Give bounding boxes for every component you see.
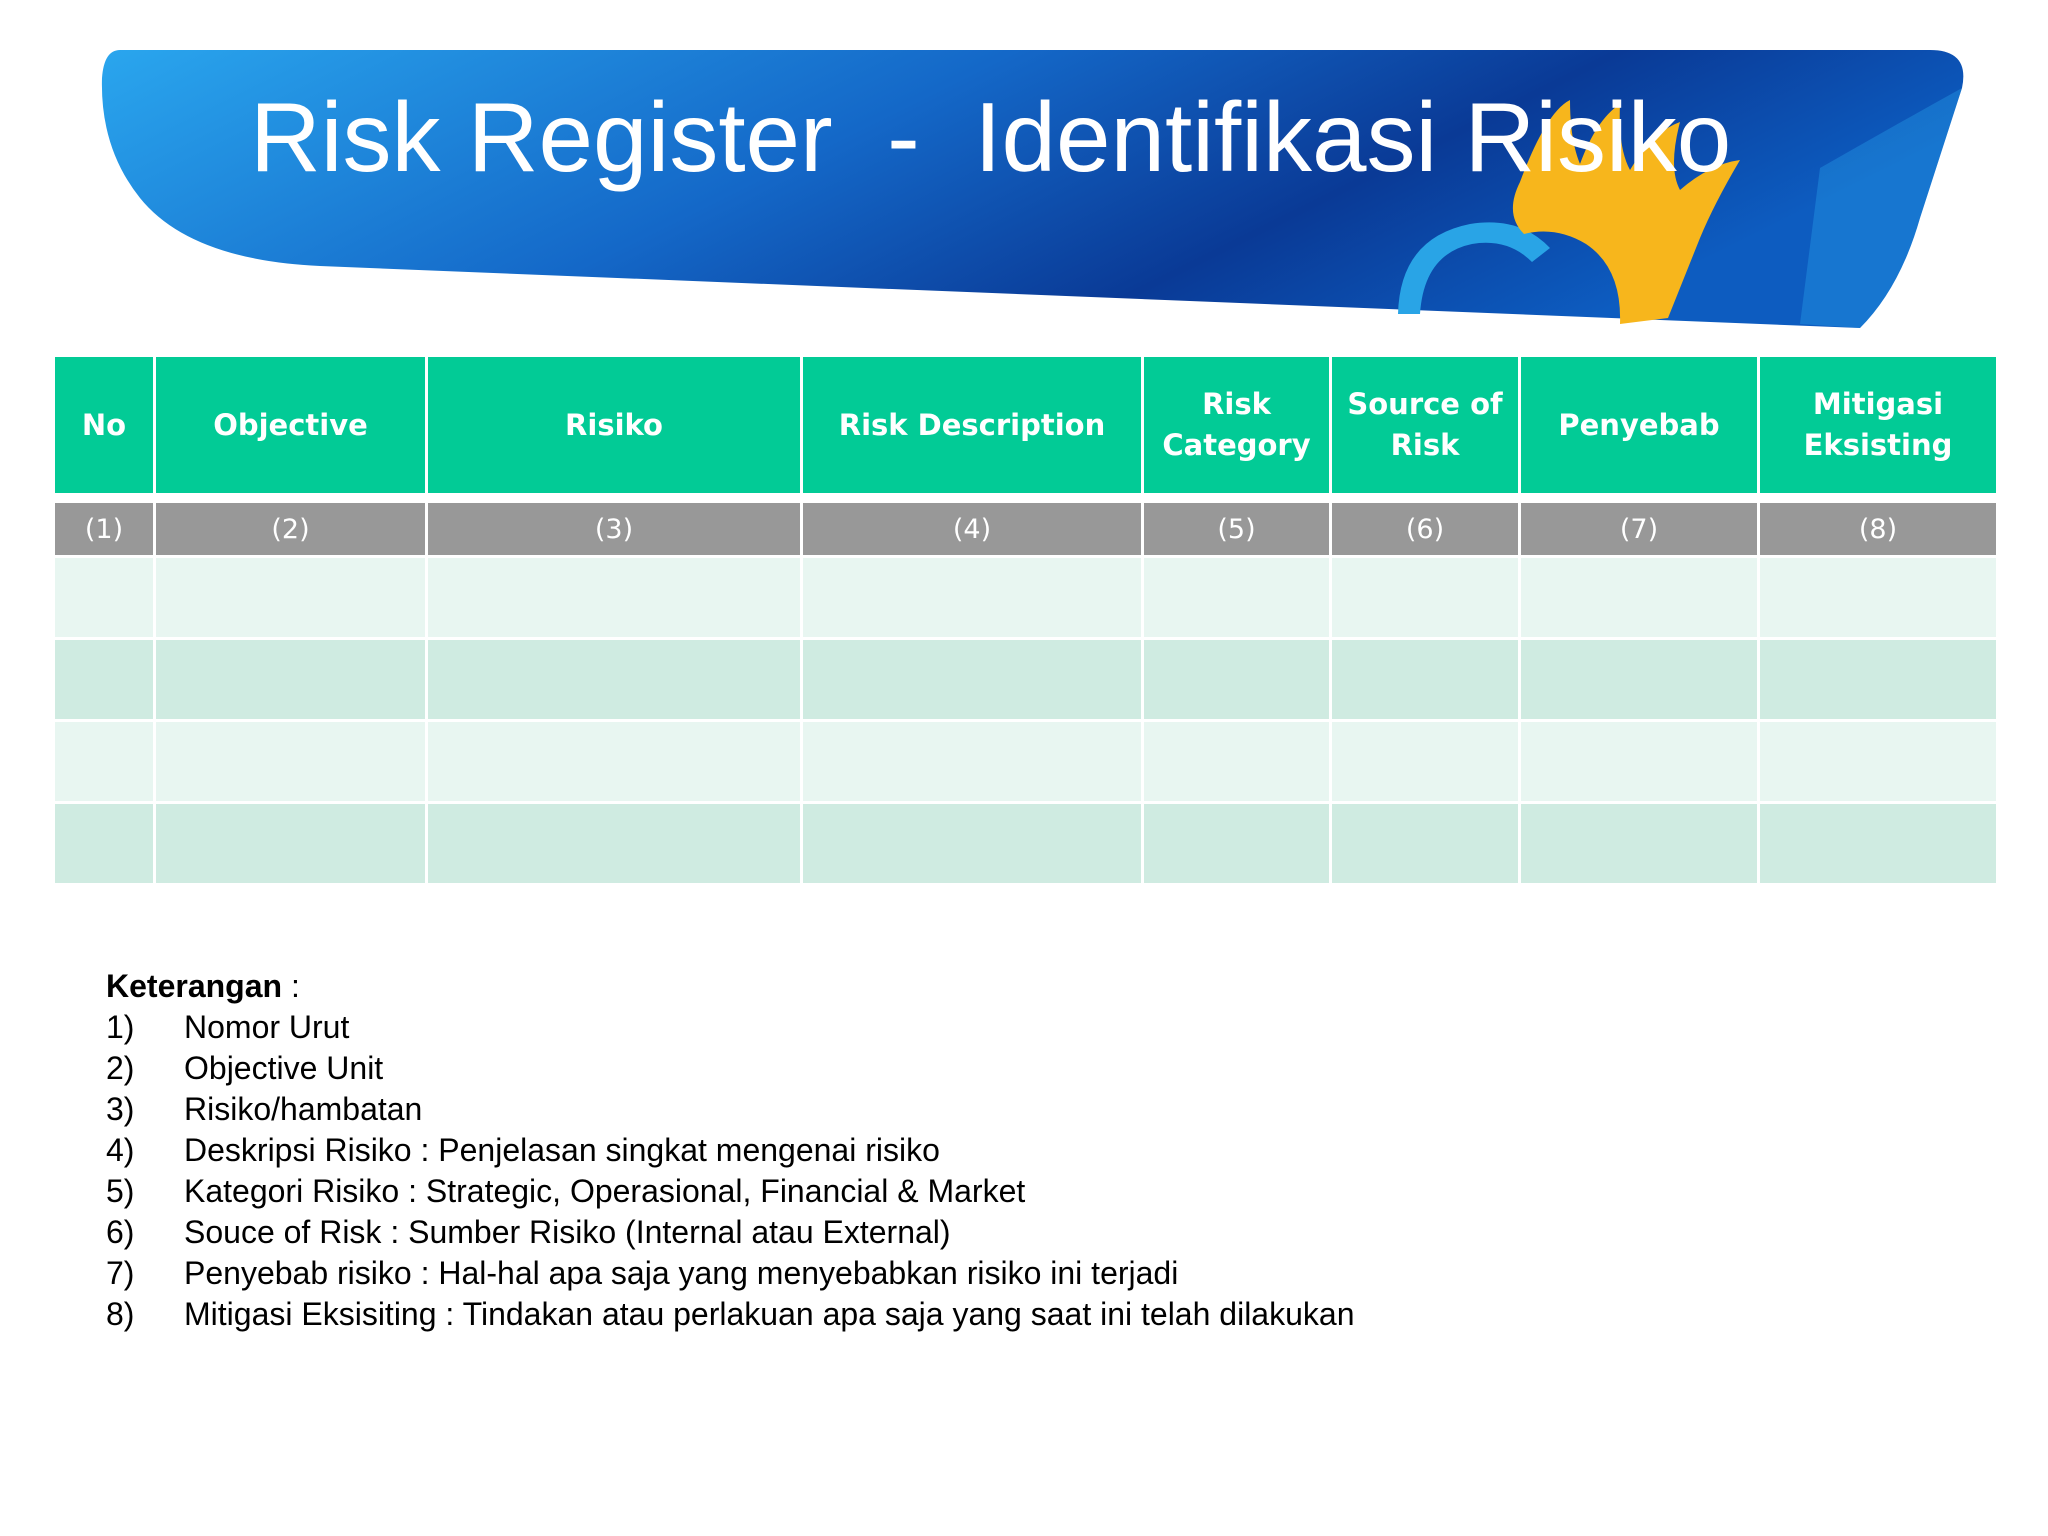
empty-cell (802, 803, 1143, 885)
notes-heading: Keterangan : (106, 968, 300, 1004)
empty-cell (1759, 639, 1998, 721)
empty-cell (1520, 803, 1759, 885)
empty-cell (427, 557, 802, 639)
header-objective: Objective (155, 356, 427, 495)
empty-cell (155, 803, 427, 885)
empty-cell (427, 721, 802, 803)
list-item: 3) Risiko/hambatan (106, 1091, 423, 1127)
list-item: 4) Deskripsi Risiko : Penjelasan singkat mengenai risiko (106, 1132, 940, 1168)
empty-cell (1331, 639, 1520, 721)
empty-cell (54, 639, 155, 721)
list-item: 7) Penyebab risiko : Hal-hal apa saja yang menyebabkan risiko ini terjadi (106, 1255, 1179, 1291)
empty-cell (1759, 803, 1998, 885)
column-number: (5) (1143, 502, 1331, 557)
risk-register-table (52, 354, 1999, 886)
list-item: 2) Objective Unit (106, 1050, 384, 1086)
column-number: (4) (802, 502, 1143, 557)
header-row (54, 356, 1998, 495)
empty-cell (802, 639, 1143, 721)
empty-cell (802, 557, 1143, 639)
column-number: (2) (155, 502, 427, 557)
column-number: (8) (1759, 502, 1998, 557)
empty-cell (1331, 557, 1520, 639)
column-number-row (54, 502, 1998, 557)
column-number: (1) (54, 502, 155, 557)
empty-cell (155, 639, 427, 721)
empty-cell (427, 639, 802, 721)
empty-cell (1143, 721, 1331, 803)
header-risk-category: Risk Category (1143, 356, 1331, 495)
empty-cell (1759, 557, 1998, 639)
empty-cell (1331, 721, 1520, 803)
list-item: 1) Nomor Urut (106, 1009, 350, 1045)
list-item: 8) Mitigasi Eksisiting : Tindakan atau perlakuan apa saja yang saat ini telah dilakukan (106, 1296, 1355, 1332)
empty-cell (1143, 557, 1331, 639)
header-source-of-risk: Source of Risk (1331, 356, 1520, 495)
column-number: (3) (427, 502, 802, 557)
empty-cell (1759, 721, 1998, 803)
empty-cell (1143, 803, 1331, 885)
column-number: (7) (1520, 502, 1759, 557)
table-row (54, 721, 1998, 803)
title-banner (100, 48, 1980, 338)
header-no: No (54, 356, 155, 495)
empty-cell (155, 557, 427, 639)
empty-cell (1520, 639, 1759, 721)
table-row (54, 803, 1998, 885)
table-row (54, 557, 1998, 639)
empty-cell (1520, 557, 1759, 639)
empty-cell (1520, 721, 1759, 803)
empty-cell (54, 803, 155, 885)
empty-cell (1143, 639, 1331, 721)
empty-cell (155, 721, 427, 803)
header-mitigasi-eksisting: Mitigasi Eksisting (1759, 356, 1998, 495)
list-item: 6) Souce of Risk : Sumber Risiko (Internal atau External) (106, 1214, 951, 1250)
empty-cell (802, 721, 1143, 803)
empty-cell (54, 721, 155, 803)
header-risk-description: Risk Description (802, 356, 1143, 495)
list-item: 5) Kategori Risiko : Strategic, Operasional, Financial & Market (106, 1173, 1026, 1209)
empty-cell (1331, 803, 1520, 885)
header-penyebab: Penyebab (1520, 356, 1759, 495)
notes-section (106, 966, 1354, 1335)
empty-cell (54, 557, 155, 639)
empty-cell (427, 803, 802, 885)
header-risiko: Risiko (427, 356, 802, 495)
page-title: Risk Register - Identifikasi Risiko (250, 82, 1732, 192)
column-number: (6) (1331, 502, 1520, 557)
table-row (54, 639, 1998, 721)
